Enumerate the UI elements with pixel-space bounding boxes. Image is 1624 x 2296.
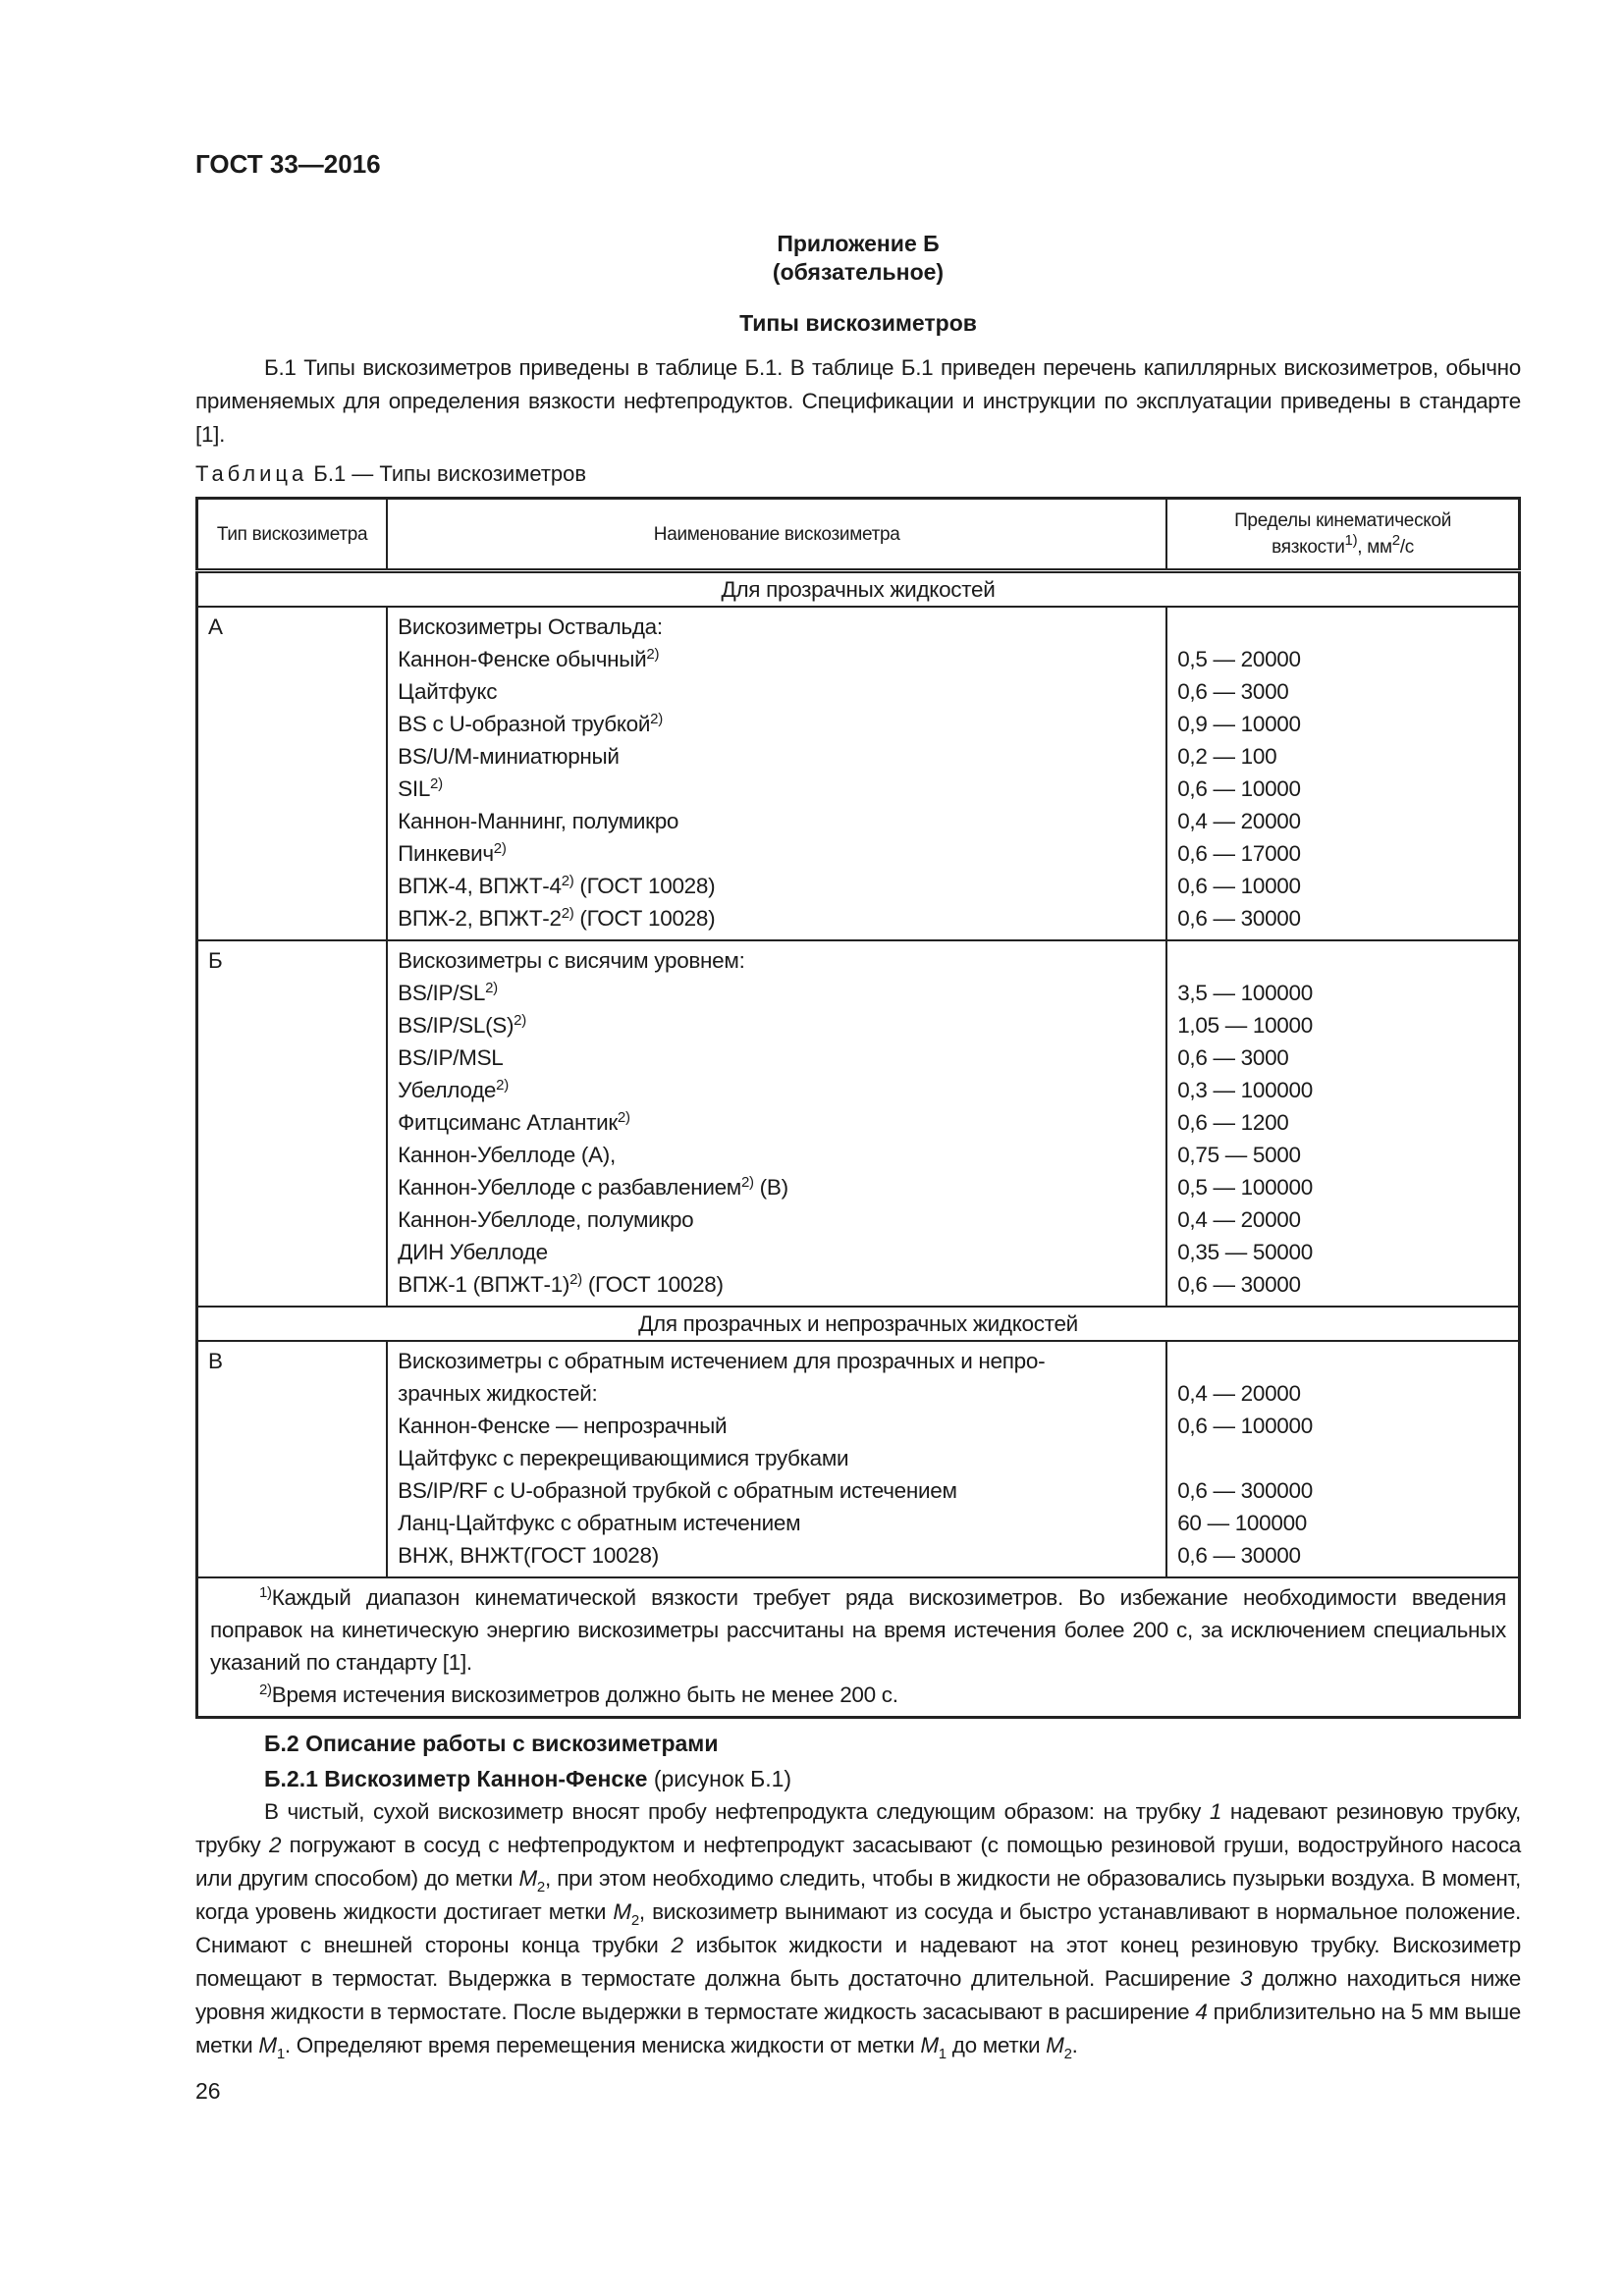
col-name-header: Наименование вискозиметра — [387, 499, 1166, 571]
viscometer-table — [195, 497, 1521, 1719]
name-text: зрачных жидкостей: — [398, 1381, 598, 1406]
name-text: Вискозиметры Оствальда: — [398, 614, 663, 639]
viscosity-range: 0,3 — 100000 — [1177, 1078, 1313, 1102]
italic-ref: M — [613, 1899, 631, 1924]
caption-prefix: Таблица — [195, 461, 308, 486]
appendix-title: Приложение Б — [777, 231, 940, 256]
viscosity-range: 0,6 — 300000 — [1177, 1478, 1313, 1503]
italic-ref: M — [258, 2033, 277, 2057]
page-number: 26 — [195, 2078, 221, 2104]
name-text: BS/IP/SL(S) — [398, 1013, 514, 1038]
section-title: Для прозрачных и непрозрачных жидкостей — [197, 1307, 1520, 1341]
viscometer-name — [398, 1539, 1156, 1572]
viscometer-name — [398, 870, 1156, 902]
viscometer-name — [398, 1236, 1156, 1268]
viscometer-name — [398, 1507, 1156, 1539]
section-b21-heading — [195, 1762, 1521, 1795]
viscosity-range: 0,6 — 30000 — [1177, 1272, 1301, 1297]
viscometer-name — [398, 1410, 1156, 1442]
subscript: 1 — [276, 2046, 285, 2062]
group-names — [387, 607, 1166, 940]
subscript: 2 — [536, 1879, 545, 1896]
name-text: ВНЖ, ВНЖТ(ГОСТ 10028) — [398, 1543, 659, 1568]
name-text: Вискозиметры с обратным истечением для прозрачных и непро- — [398, 1349, 1046, 1373]
text-run: . Определяют время перемещения мениска жидкости от метки — [284, 2033, 921, 2057]
footnote-ref: 2) — [493, 840, 507, 857]
viscosity-range: 0,9 — 10000 — [1177, 712, 1301, 736]
viscosity-range: 0,2 — 100 — [1177, 744, 1277, 769]
footnote-ref: 2) — [496, 1077, 509, 1094]
name-text: Каннон-Убеллоде с разбавлением — [398, 1175, 741, 1200]
caption-text: Б.1 — Типы вискозиметров — [313, 461, 587, 486]
subscript: 2 — [1063, 2046, 1072, 2062]
footnotes-row — [197, 1577, 1520, 1718]
viscosity-range: 0,5 — 100000 — [1177, 1175, 1313, 1200]
footnote-mark: 1) — [259, 1584, 272, 1601]
footnote — [210, 1679, 1506, 1711]
footnote-ref: 2) — [740, 1174, 754, 1191]
range-header-text: Пределы кинематической — [1234, 510, 1452, 531]
section-b21-paragraph — [195, 1795, 1521, 2062]
italic-ref: 3 — [1240, 1966, 1253, 1991]
range-unit: , мм — [1357, 537, 1392, 558]
viscosity-range: 0,6 — 1200 — [1177, 1110, 1289, 1135]
range-unit-sup: 2 — [1391, 532, 1400, 549]
group-type: Б — [197, 940, 388, 1307]
name-text: BS/U/M-миниатюрный — [398, 744, 620, 769]
section-title: Для прозрачных жидкостей — [197, 571, 1520, 608]
appendix-status: (обязательное) — [772, 259, 945, 285]
page-content — [195, 230, 1521, 2106]
name-text: BS/IP/RF с U-образной трубкой с обратным истечением — [398, 1478, 957, 1503]
footnote-text: Каждый диапазон кинематической вязкости требует ряда вискозиметров. Во избежание необходимости введения поправок на кинетическую энергию вискозиметры рассчитаны на время истечения более 200 с, за исключением специальных указаний по стандарту [1]. — [210, 1585, 1506, 1675]
viscometer-name — [398, 740, 1156, 773]
text-run: приблизительно на 5 мм выше метки — [195, 2000, 1521, 2057]
footnote-ref: 2) — [646, 646, 660, 663]
footnote-ref: 2) — [617, 1109, 630, 1126]
group-ranges — [1166, 940, 1519, 1307]
viscosity-range: 0,6 — 10000 — [1177, 874, 1301, 898]
footnote-ref: 2) — [650, 711, 663, 727]
text-run: , при этом необходимо следить, чтобы в жидкости не образовались пузырьки воздуха. В момент, когда уровень жидкости достигает метки — [195, 1866, 1521, 1924]
name-text: ДИН Убеллоде — [398, 1240, 548, 1264]
name-text: ВПЖ-2, ВПЖТ-2 — [398, 906, 562, 931]
viscometer-name — [398, 977, 1156, 1009]
name-text: Убеллоде — [398, 1078, 497, 1102]
name-text: BS/IP/SL — [398, 981, 486, 1005]
section-header-row — [197, 1307, 1520, 1341]
italic-ref: 4 — [1195, 2000, 1208, 2024]
viscosity-range: 0,6 — 30000 — [1177, 906, 1301, 931]
range-unit-tail: /с — [1399, 537, 1415, 558]
viscosity-range — [1177, 944, 1508, 977]
table-caption — [195, 459, 1521, 489]
viscometer-name — [398, 708, 1156, 740]
viscometer-name — [398, 837, 1156, 870]
name-text: BS/IP/MSL — [398, 1045, 504, 1070]
name-text: Ланц-Цайтфукс с обратным истечением — [398, 1511, 801, 1535]
name-text: Каннон-Убеллоде, полумикро — [398, 1207, 694, 1232]
viscometer-name — [398, 805, 1156, 837]
name-text: Каннон-Убеллоде (А), — [398, 1143, 616, 1167]
viscometer-name — [398, 902, 1156, 934]
viscometer-name — [398, 944, 1156, 977]
name-text: Вискозиметры с висячим уровнем: — [398, 948, 745, 973]
viscosity-range — [1177, 1442, 1508, 1474]
viscometer-group-row — [197, 1341, 1520, 1577]
footnote-ref: 2) — [514, 1012, 526, 1029]
viscosity-range: 0,6 — 100000 — [1177, 1414, 1313, 1438]
viscometer-name — [398, 1203, 1156, 1236]
name-tail: (В) — [753, 1175, 788, 1200]
viscosity-range: 0,6 — 3000 — [1177, 1045, 1289, 1070]
footnote-ref: 2) — [485, 980, 498, 996]
name-text: Каннон-Фенске — непрозрачный — [398, 1414, 728, 1438]
range-header-text2: вязкости — [1272, 537, 1345, 558]
table-header-row — [197, 499, 1520, 571]
viscometer-group-row — [197, 940, 1520, 1307]
text-run: , вискозиметр вынимают из сосуда и быстро устанавливают в нормальное положение. Снимают с внешней стороны конца трубки — [195, 1899, 1521, 1957]
viscometer-name — [398, 675, 1156, 708]
footnotes — [197, 1577, 1520, 1718]
appendix-heading: Типы вискозиметров — [739, 310, 977, 336]
italic-ref: M — [920, 2033, 939, 2057]
viscometer-name — [398, 1041, 1156, 1074]
viscometer-name — [398, 773, 1156, 805]
group-type: А — [197, 607, 388, 940]
footnote-mark: 2) — [259, 1682, 272, 1698]
viscosity-range: 0,4 — 20000 — [1177, 809, 1301, 833]
viscometer-name — [398, 1106, 1156, 1139]
text-run: В чистый, сухой вискозиметр вносят пробу нефтепродукта следующим образом: на трубку — [264, 1799, 1210, 1824]
viscosity-range: 0,6 — 30000 — [1177, 1543, 1301, 1568]
italic-ref: M — [518, 1866, 537, 1891]
viscometer-name — [398, 1377, 1156, 1410]
text-run: погружают в сосуд с нефтепродуктом и нефтепродукт засасывают (с помощью резиновой груши, водоструйного насоса или другим способом) до метки — [195, 1833, 1521, 1891]
name-text: ВПЖ-4, ВПЖТ-4 — [398, 874, 562, 898]
viscosity-range — [1177, 611, 1508, 643]
viscosity-range: 0,6 — 3000 — [1177, 679, 1289, 704]
name-text: ВПЖ-1 (ВПЖТ-1) — [398, 1272, 570, 1297]
section-b2-heading: Б.2 Описание работы с вискозиметрами — [264, 1731, 719, 1756]
viscosity-range: 0,35 — 50000 — [1177, 1240, 1313, 1264]
text-run: . — [1071, 2033, 1078, 2057]
sub-heading-text: Б.2.1 Вискозиметр Каннон-Фенске — [264, 1766, 648, 1791]
name-text: BS с U-образной трубкой — [398, 712, 651, 736]
viscometer-name — [398, 1009, 1156, 1041]
name-text: SIL — [398, 776, 431, 801]
italic-ref: 1 — [1209, 1799, 1222, 1824]
intro-text: Б.1 Типы вискозиметров приведены в таблице Б.1. В таблице Б.1 приведен перечень капиллярных вискозиметров, обычно применяемых для определения вязкости нефтепродуктов. Спецификации и инструкции по эксплуатации приведены в стандарте [1]. — [195, 355, 1521, 447]
text-run: должно находиться ниже уровня жидкости в термостате. После выдержки в термостате жидкость засасывают в расширение — [195, 1966, 1521, 2024]
italic-ref: M — [1046, 2033, 1064, 2057]
name-text: Пинкевич — [398, 841, 494, 866]
viscometer-name — [398, 611, 1156, 643]
footnote-ref: 2) — [430, 775, 443, 792]
range-header-note: 1) — [1344, 532, 1358, 549]
group-ranges — [1166, 1341, 1519, 1577]
subscript: 1 — [938, 2046, 947, 2062]
viscometer-name — [398, 1442, 1156, 1474]
group-type: В — [197, 1341, 388, 1577]
viscosity-range — [1177, 1345, 1508, 1377]
viscometer-name — [398, 1074, 1156, 1106]
viscosity-range: 60 — 100000 — [1177, 1511, 1307, 1535]
viscometer-name — [398, 1268, 1156, 1301]
viscosity-range: 0,6 — 10000 — [1177, 776, 1301, 801]
group-names — [387, 1341, 1166, 1577]
name-text: Цайтфукс — [398, 679, 498, 704]
name-text: Каннон-Фенске обычный — [398, 647, 647, 671]
viscosity-range: 0,5 — 20000 — [1177, 647, 1301, 671]
col-range-header — [1166, 499, 1519, 571]
viscosity-range: 0,4 — 20000 — [1177, 1381, 1301, 1406]
footnote-ref: 2) — [561, 905, 574, 922]
name-text: Каннон-Маннинг, полумикро — [398, 809, 679, 833]
footnote — [210, 1581, 1506, 1679]
viscometer-name — [398, 1345, 1156, 1377]
text-run: до метки — [946, 2033, 1047, 2057]
text-run: надевают резиновую трубку, трубку — [195, 1799, 1521, 1857]
name-tail: (ГОСТ 10028) — [573, 874, 716, 898]
col-type-header: Тип вискозиметра — [197, 499, 388, 571]
text-run: избыток жидкости и надевают на этот конец резиновую трубку. Вискозиметр помещают в термостат. Выдержка в термостате должна быть достаточно длительной. Расширение — [195, 1933, 1521, 1991]
subscript: 2 — [630, 1912, 639, 1929]
footnote-ref: 2) — [561, 873, 574, 889]
viscometer-name — [398, 1474, 1156, 1507]
viscosity-range: 0,6 — 17000 — [1177, 841, 1301, 866]
viscosity-range: 1,05 — 10000 — [1177, 1013, 1313, 1038]
document-header: ГОСТ 33—2016 — [195, 149, 381, 179]
viscometer-group-row — [197, 607, 1520, 940]
viscosity-range: 0,4 — 20000 — [1177, 1207, 1301, 1232]
group-ranges — [1166, 607, 1519, 940]
name-tail: (ГОСТ 10028) — [573, 906, 716, 931]
viscosity-range: 3,5 — 100000 — [1177, 981, 1313, 1005]
intro-paragraph — [195, 351, 1521, 452]
name-tail: (ГОСТ 10028) — [581, 1272, 724, 1297]
viscosity-range: 0,75 — 5000 — [1177, 1143, 1301, 1167]
italic-ref: 2 — [671, 1933, 683, 1957]
sub-heading-ref: (рисунок Б.1) — [647, 1766, 792, 1791]
viscometer-name — [398, 643, 1156, 675]
viscometer-name — [398, 1139, 1156, 1171]
group-names — [387, 940, 1166, 1307]
name-text: Фитцсиманс Атлантик — [398, 1110, 618, 1135]
name-text: Цайтфукс с перекрещивающимися трубками — [398, 1446, 849, 1470]
italic-ref: 2 — [268, 1833, 282, 1857]
footnote-text: Время истечения вискозиметров должно быть не менее 200 с. — [271, 1682, 898, 1707]
section-header-row — [197, 571, 1520, 608]
footnote-ref: 2) — [569, 1271, 582, 1288]
viscometer-name — [398, 1171, 1156, 1203]
